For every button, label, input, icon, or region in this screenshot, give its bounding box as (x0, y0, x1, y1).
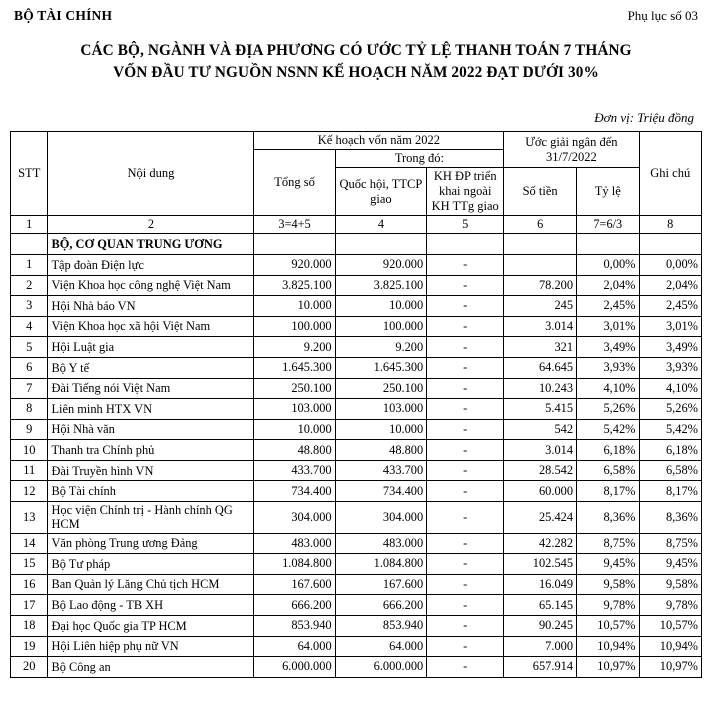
header-plan-group: Kế hoạch vốn năm 2022 (254, 132, 504, 150)
row-total-plan: 734.400 (254, 481, 335, 502)
header-sotien: Số tiền (504, 168, 577, 216)
table-row (11, 275, 702, 296)
table-row (11, 399, 702, 420)
row-total-plan: 64.000 (254, 636, 335, 657)
row-stt: 3 (11, 296, 48, 317)
section-row-stt (11, 234, 48, 255)
row-local-plan: - (427, 378, 504, 399)
row-local-plan: - (427, 357, 504, 378)
row-disbursed-amount: 5.415 (504, 399, 577, 420)
row-disbursed-rate: 10,94% (577, 636, 639, 657)
table-row (11, 481, 702, 502)
row-name: Hội Liên hiệp phụ nữ VN (48, 636, 254, 657)
row-local-plan: - (427, 337, 504, 358)
row-assembly-plan: 100.000 (335, 316, 427, 337)
row-disbursed-rate: 8,36% (577, 502, 639, 534)
row-note: 0,00% (639, 254, 702, 275)
row-disbursed-rate: 8,17% (577, 481, 639, 502)
row-assembly-plan: 6.000.000 (335, 657, 427, 678)
row-note: 5,26% (639, 399, 702, 420)
row-assembly-plan: 250.100 (335, 378, 427, 399)
row-disbursed-rate: 2,45% (577, 296, 639, 317)
row-name: Văn phòng Trung ương Đảng (48, 533, 254, 554)
row-disbursed-rate: 4,10% (577, 378, 639, 399)
row-stt: 20 (11, 657, 48, 678)
row-assembly-plan: 483.000 (335, 533, 427, 554)
row-assembly-plan: 10.000 (335, 296, 427, 317)
unit-note: Đơn vị: Triệu đồng (594, 110, 694, 126)
row-stt: 12 (11, 481, 48, 502)
row-disbursed-amount: 245 (504, 296, 577, 317)
row-local-plan: - (427, 481, 504, 502)
row-disbursed-rate: 3,01% (577, 316, 639, 337)
row-total-plan: 666.200 (254, 595, 335, 616)
col-index-7: 7=6/3 (577, 216, 639, 234)
row-stt: 10 (11, 440, 48, 461)
row-total-plan: 6.000.000 (254, 657, 335, 678)
col-index-2: 2 (48, 216, 254, 234)
row-disbursed-rate: 6,58% (577, 460, 639, 481)
row-name: Bộ Y tế (48, 357, 254, 378)
row-stt: 15 (11, 554, 48, 575)
row-note: 4,10% (639, 378, 702, 399)
table-row (11, 357, 702, 378)
row-total-plan: 304.000 (254, 502, 335, 534)
row-disbursed-amount: 102.545 (504, 554, 577, 575)
row-local-plan: - (427, 440, 504, 461)
row-total-plan: 10.000 (254, 296, 335, 317)
section-quochoi (335, 234, 427, 255)
section-tongso (254, 234, 335, 255)
table-row (11, 440, 702, 461)
table-column-index-row (11, 216, 702, 234)
row-disbursed-rate: 6,18% (577, 440, 639, 461)
table-row (11, 337, 702, 358)
row-note: 10,97% (639, 657, 702, 678)
row-note: 8,17% (639, 481, 702, 502)
row-note: 5,42% (639, 419, 702, 440)
row-total-plan: 100.000 (254, 316, 335, 337)
row-stt: 18 (11, 615, 48, 636)
row-local-plan: - (427, 574, 504, 595)
row-disbursed-amount: 542 (504, 419, 577, 440)
row-stt: 4 (11, 316, 48, 337)
row-total-plan: 433.700 (254, 460, 335, 481)
section-sotien (504, 234, 577, 255)
section-title: BỘ, CƠ QUAN TRUNG ƯƠNG (48, 234, 254, 255)
row-disbursed-amount (504, 254, 577, 275)
row-total-plan: 3.825.100 (254, 275, 335, 296)
table-row (11, 554, 702, 575)
row-total-plan: 1.084.800 (254, 554, 335, 575)
row-name: Ban Quản lý Lăng Chủ tịch HCM (48, 574, 254, 595)
row-name: Hội Luật gia (48, 337, 254, 358)
col-index-3: 3=4+5 (254, 216, 335, 234)
row-stt: 6 (11, 357, 48, 378)
row-note: 10,94% (639, 636, 702, 657)
row-disbursed-amount: 10.243 (504, 378, 577, 399)
row-stt: 19 (11, 636, 48, 657)
row-note: 6,18% (639, 440, 702, 461)
document-topbar (0, 0, 712, 24)
col-index-4: 4 (335, 216, 427, 234)
row-note: 3,93% (639, 357, 702, 378)
row-assembly-plan: 304.000 (335, 502, 427, 534)
row-disbursed-rate: 0,00% (577, 254, 639, 275)
row-total-plan: 9.200 (254, 337, 335, 358)
row-name: Viện Khoa học xã hội Việt Nam (48, 316, 254, 337)
col-index-1: 1 (11, 216, 48, 234)
row-name: Bộ Lao động - TB XH (48, 595, 254, 616)
row-total-plan: 483.000 (254, 533, 335, 554)
page-title (26, 40, 686, 84)
row-total-plan: 10.000 (254, 419, 335, 440)
row-stt: 13 (11, 502, 48, 534)
table-row (11, 636, 702, 657)
table-head (11, 132, 702, 234)
row-disbursed-rate: 5,42% (577, 419, 639, 440)
row-disbursed-rate: 3,49% (577, 337, 639, 358)
row-name: Đại học Quốc gia TP HCM (48, 615, 254, 636)
col-index-5: 5 (427, 216, 504, 234)
row-stt: 8 (11, 399, 48, 420)
row-total-plan: 853.940 (254, 615, 335, 636)
row-disbursed-amount: 78.200 (504, 275, 577, 296)
row-disbursed-amount: 3.014 (504, 316, 577, 337)
row-name: Đài Tiếng nói Việt Nam (48, 378, 254, 399)
row-disbursed-amount: 65.145 (504, 595, 577, 616)
row-local-plan: - (427, 502, 504, 534)
row-disbursed-amount: 657.914 (504, 657, 577, 678)
row-name: Bộ Tư pháp (48, 554, 254, 575)
row-local-plan: - (427, 316, 504, 337)
row-assembly-plan: 1.084.800 (335, 554, 427, 575)
row-local-plan: - (427, 460, 504, 481)
header-trongdo: Trong đó: (335, 150, 504, 168)
row-disbursed-amount: 90.245 (504, 615, 577, 636)
row-disbursed-amount: 42.282 (504, 533, 577, 554)
row-local-plan: - (427, 657, 504, 678)
row-total-plan: 250.100 (254, 378, 335, 399)
row-total-plan: 1.645.300 (254, 357, 335, 378)
organization-name: BỘ TÀI CHÍNH (14, 8, 113, 23)
row-assembly-plan: 9.200 (335, 337, 427, 358)
row-note: 8,36% (639, 502, 702, 534)
table-row (11, 296, 702, 317)
header-ghichu: Ghi chú (639, 132, 702, 216)
row-total-plan: 920.000 (254, 254, 335, 275)
row-local-plan: - (427, 636, 504, 657)
row-stt: 14 (11, 533, 48, 554)
row-disbursed-amount: 3.014 (504, 440, 577, 461)
header-quochoi: Quốc hội, TTCP giao (335, 168, 427, 216)
row-disbursed-rate: 8,75% (577, 533, 639, 554)
header-stt: STT (11, 132, 48, 216)
row-note: 8,75% (639, 533, 702, 554)
row-disbursed-amount: 64.645 (504, 357, 577, 378)
row-stt: 16 (11, 574, 48, 595)
table-row (11, 657, 702, 678)
row-local-plan: - (427, 533, 504, 554)
row-assembly-plan: 853.940 (335, 615, 427, 636)
row-note: 2,04% (639, 275, 702, 296)
row-name: Thanh tra Chính phủ (48, 440, 254, 461)
row-assembly-plan: 1.645.300 (335, 357, 427, 378)
row-stt: 17 (11, 595, 48, 616)
section-header-row (11, 234, 702, 255)
row-name: Liên minh HTX VN (48, 399, 254, 420)
row-disbursed-rate: 5,26% (577, 399, 639, 420)
row-total-plan: 48.800 (254, 440, 335, 461)
row-disbursed-amount: 321 (504, 337, 577, 358)
header-noidung: Nội dung (48, 132, 254, 216)
col-index-8: 8 (639, 216, 702, 234)
table-header-row-1 (11, 132, 702, 150)
row-note: 3,01% (639, 316, 702, 337)
row-name: Bộ Công an (48, 657, 254, 678)
row-local-plan: - (427, 595, 504, 616)
table-row (11, 502, 702, 534)
row-local-plan: - (427, 419, 504, 440)
row-name: Tập đoàn Điện lực (48, 254, 254, 275)
table-row (11, 254, 702, 275)
row-local-plan: - (427, 554, 504, 575)
row-local-plan: - (427, 615, 504, 636)
table-row (11, 460, 702, 481)
row-note: 6,58% (639, 460, 702, 481)
row-total-plan: 167.600 (254, 574, 335, 595)
row-assembly-plan: 3.825.100 (335, 275, 427, 296)
table-row (11, 419, 702, 440)
row-assembly-plan: 433.700 (335, 460, 427, 481)
section-ghichu (639, 234, 702, 255)
section-khdp (427, 234, 504, 255)
table-row (11, 378, 702, 399)
table-row (11, 615, 702, 636)
row-name: Đài Truyền hình VN (48, 460, 254, 481)
col-index-6: 6 (504, 216, 577, 234)
row-name: Bộ Tài chính (48, 481, 254, 502)
row-name: Hội Nhà báo VN (48, 296, 254, 317)
page-title-line-1: CÁC BỘ, NGÀNH VÀ ĐỊA PHƯƠNG CÓ ƯỚC TỶ LỆ THANH TOÁN 7 THÁNG (80, 42, 632, 59)
row-name: Học viện Chính trị - Hành chính QG HCM (48, 502, 254, 534)
row-note: 9,78% (639, 595, 702, 616)
row-local-plan: - (427, 275, 504, 296)
header-tyle: Tỷ lệ (577, 168, 639, 216)
row-disbursed-rate: 9,45% (577, 554, 639, 575)
row-disbursed-rate: 10,57% (577, 615, 639, 636)
section-tyle (577, 234, 639, 255)
row-disbursed-rate: 3,93% (577, 357, 639, 378)
row-stt: 11 (11, 460, 48, 481)
data-table (10, 131, 702, 677)
row-stt: 7 (11, 378, 48, 399)
row-note: 9,58% (639, 574, 702, 595)
page-title-line-2: VỐN ĐẦU TƯ NGUỒN NSNN KẾ HOẠCH NĂM 2022 ĐẠT DƯỚI 30% (113, 64, 599, 82)
header-tongso: Tổng số (254, 150, 335, 216)
row-total-plan: 103.000 (254, 399, 335, 420)
table-body (11, 234, 702, 677)
row-assembly-plan: 103.000 (335, 399, 427, 420)
table-row (11, 316, 702, 337)
row-disbursed-rate: 10,97% (577, 657, 639, 678)
row-name: Hội Nhà văn (48, 419, 254, 440)
row-assembly-plan: 167.600 (335, 574, 427, 595)
row-disbursed-amount: 60.000 (504, 481, 577, 502)
row-note: 10,57% (639, 615, 702, 636)
row-disbursed-rate: 9,78% (577, 595, 639, 616)
row-assembly-plan: 48.800 (335, 440, 427, 461)
annex-label: Phụ lục số 03 (627, 8, 698, 23)
row-assembly-plan: 666.200 (335, 595, 427, 616)
row-assembly-plan: 64.000 (335, 636, 427, 657)
row-note: 9,45% (639, 554, 702, 575)
table-row (11, 595, 702, 616)
row-note: 2,45% (639, 296, 702, 317)
row-disbursed-rate: 9,58% (577, 574, 639, 595)
row-stt: 1 (11, 254, 48, 275)
header-disbursement-group: Ước giải ngân đến 31/7/2022 (504, 132, 639, 168)
table-row (11, 574, 702, 595)
row-disbursed-rate: 2,04% (577, 275, 639, 296)
row-stt: 5 (11, 337, 48, 358)
row-stt: 2 (11, 275, 48, 296)
row-local-plan: - (427, 254, 504, 275)
row-disbursed-amount: 25.424 (504, 502, 577, 534)
row-disbursed-amount: 7.000 (504, 636, 577, 657)
row-assembly-plan: 734.400 (335, 481, 427, 502)
row-disbursed-amount: 16.049 (504, 574, 577, 595)
row-note: 3,49% (639, 337, 702, 358)
row-stt: 9 (11, 419, 48, 440)
row-assembly-plan: 10.000 (335, 419, 427, 440)
header-khdp: KH ĐP triển khai ngoài KH TTg giao (427, 168, 504, 216)
table-row (11, 533, 702, 554)
row-local-plan: - (427, 296, 504, 317)
row-local-plan: - (427, 399, 504, 420)
row-name: Viện Khoa học công nghệ Việt Nam (48, 275, 254, 296)
row-assembly-plan: 920.000 (335, 254, 427, 275)
row-disbursed-amount: 28.542 (504, 460, 577, 481)
